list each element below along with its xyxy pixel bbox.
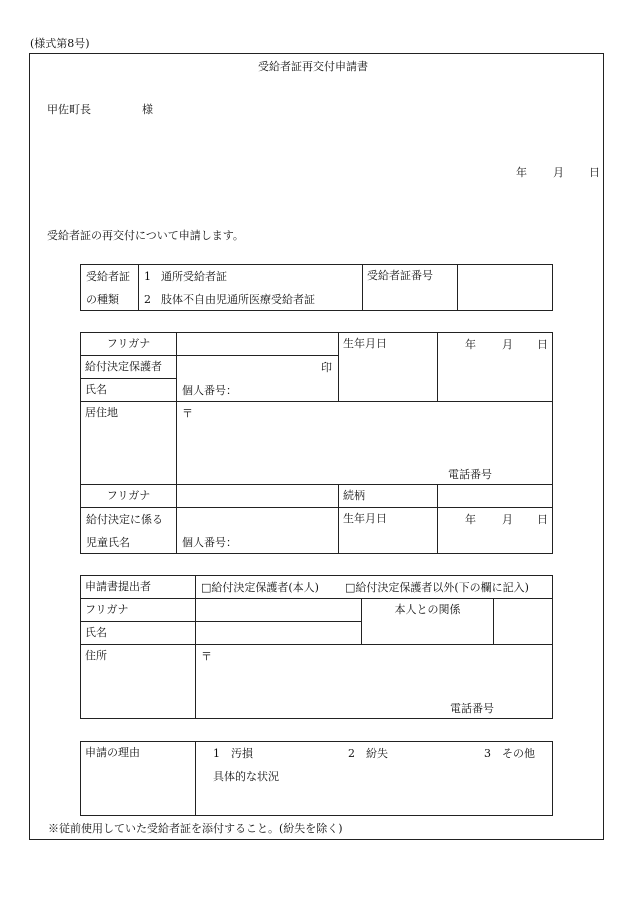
reason-other: 3 その他	[484, 747, 535, 760]
applicant-furigana-label: フリガナ	[81, 599, 196, 622]
form-number: (様式第8号)	[30, 37, 90, 50]
child-name-field[interactable]	[177, 508, 339, 554]
phone-label: 電話番号	[448, 468, 492, 481]
cert-number-field[interactable]	[458, 265, 553, 311]
seal-mark: 印	[321, 361, 332, 374]
applicant-table	[80, 575, 553, 719]
reason-table	[80, 741, 553, 816]
postal-mark: 〒	[182, 407, 193, 420]
reason-lost: 2 紛失	[348, 747, 388, 760]
applicant-name-field[interactable]	[196, 622, 362, 645]
guardian-furigana-label: フリガナ	[81, 333, 177, 356]
guardian-address-label: 居住地	[81, 402, 177, 485]
applicant-address-label: 住所	[81, 645, 196, 719]
guardian-birthdate-label: 生年月日	[339, 333, 438, 402]
applicant-furigana-field[interactable]	[196, 599, 362, 622]
postal-mark: 〒	[201, 650, 212, 663]
addressee: 甲佐町長	[47, 103, 91, 116]
cert-type-label: 受給者証 の種類	[81, 265, 139, 311]
child-name-label: 給付決定に係る 児童氏名	[81, 508, 177, 554]
child-personal-no: 個人番号：	[182, 536, 237, 549]
relation-field[interactable]	[438, 485, 553, 508]
relationship-label: 本人との関係	[362, 599, 494, 645]
child-birthdate-label: 生年月日	[339, 508, 438, 554]
cert-option-1: 通所受給者証	[161, 270, 227, 283]
checkbox-self[interactable]: □給付決定保護者(本人)	[201, 581, 319, 594]
reason-soiled: 1 汚損	[213, 747, 253, 760]
form-title: 受給者証再交付申請書	[258, 60, 368, 73]
applicant-address-field[interactable]	[196, 645, 553, 719]
relationship-field[interactable]	[494, 599, 553, 645]
guardian-personal-no: 個人番号：	[182, 384, 237, 397]
cert-number-label: 受給者証番号	[363, 265, 458, 311]
cert-type-options: 1 通所受給者証 2 肢体不自由児通所医療受給者証	[139, 265, 363, 311]
relation-label: 続柄	[339, 485, 438, 508]
child-birthdate-field[interactable]: 年 月 日	[438, 508, 553, 554]
cert-type-table	[80, 264, 553, 311]
reason-label: 申請の理由	[81, 742, 196, 816]
guardian-birthdate-field[interactable]: 年 月 日	[438, 333, 553, 402]
date-month: 月	[553, 166, 564, 179]
footnote: ※従前使用していた受給者証を添付すること。(紛失を除く)	[48, 822, 343, 835]
submitter-options	[196, 576, 553, 599]
guardian-address-field[interactable]	[177, 402, 553, 485]
statement: 受給者証の再交付について申請します。	[47, 229, 244, 242]
phone-label: 電話番号	[450, 702, 494, 715]
child-furigana-field[interactable]	[177, 485, 339, 508]
guardian-name-field[interactable]	[177, 356, 339, 402]
addressee-suffix: 様	[142, 103, 153, 116]
date-year: 年	[516, 166, 527, 179]
date-day: 日	[589, 166, 600, 179]
guardian-furigana-field[interactable]	[177, 333, 339, 356]
cert-option-2: 肢体不自由児通所医療受給者証	[161, 293, 315, 306]
reason-detail-label: 具体的な状況	[213, 770, 279, 783]
checkbox-other[interactable]: □給付決定保護者以外(下の欄に記入)	[345, 581, 529, 594]
guardian-name-label: 給付決定保護者	[81, 356, 177, 379]
child-furigana-label: フリガナ	[81, 485, 177, 508]
reason-options[interactable]	[196, 742, 553, 816]
submitter-label: 申請書提出者	[81, 576, 196, 599]
guardian-table: フリガナ 生年月日 年 月 日 給付決定保護者 印 個人番号： 氏名 居住地 〒 電話番号 フリガナ 続柄 給付決定に係る 児童氏名 個人番号： 生年月日 年 月 日	[80, 332, 553, 554]
applicant-name-label: 氏名	[81, 622, 196, 645]
